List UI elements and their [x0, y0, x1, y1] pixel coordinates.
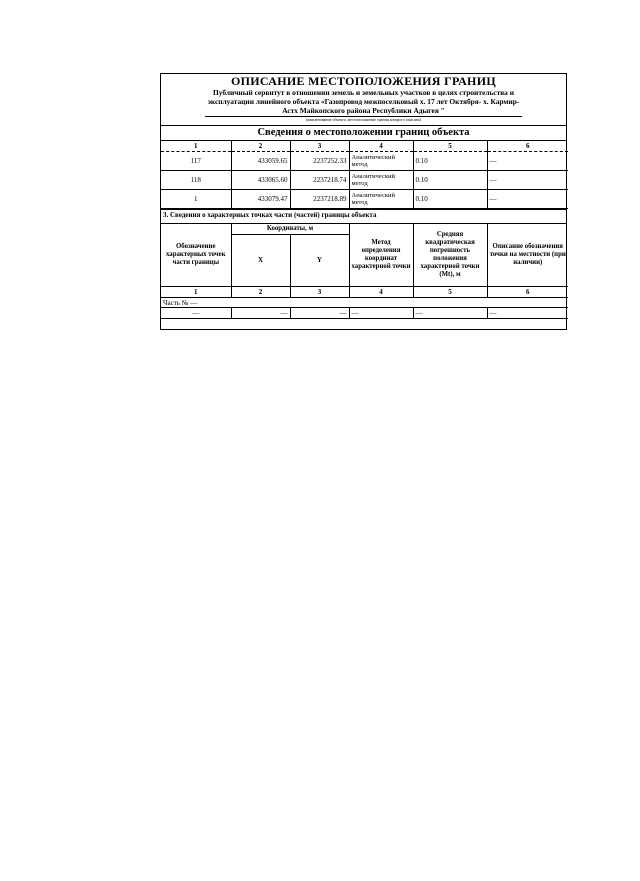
boundary-description-sheet [160, 73, 567, 330]
table-row [161, 152, 568, 171]
column-number: 4 [349, 141, 413, 152]
column-number-row [161, 287, 568, 298]
coord-x: 433065.60 [231, 171, 290, 190]
column-number-row [161, 141, 568, 152]
method: Аналитический метод [349, 152, 413, 171]
column-header-description: Описание обозначения точки на местности (при наличии) [487, 224, 568, 287]
column-number: 3 [290, 141, 349, 152]
section-3-title: 3. Сведения о характерных точках части (частей) границы объекта [161, 209, 566, 224]
dash-cell: — [413, 308, 487, 319]
point-description: — [487, 171, 568, 190]
accuracy: 0.10 [413, 171, 487, 190]
point-number: 118 [161, 171, 231, 190]
column-number: 2 [231, 141, 290, 152]
dash-cell: — [161, 308, 231, 319]
column-number: 1 [161, 141, 231, 152]
column-number: 6 [487, 287, 568, 298]
column-header-coordinates: Координаты, м [231, 224, 349, 235]
document-subtitle-line-2: эксплуатации линейного объекта «Газопровод межпоселковый х. 17 лет Октября- х. Кармир- [207, 97, 520, 106]
dash-cell: — [487, 308, 568, 319]
dash-cell: — [231, 308, 290, 319]
section-1-title: Сведения о местоположении границ объекта [161, 126, 566, 141]
boundary-points-table [161, 141, 568, 209]
column-header-accuracy: Средняя квадратическая погрешность положения характерной точки (Mt), м [413, 224, 487, 287]
column-number: 5 [413, 141, 487, 152]
part-boundary-points-table [161, 224, 568, 319]
column-header-designation: Обозначение характерных точек части границы [161, 224, 231, 287]
point-number: 117 [161, 152, 231, 171]
column-number: 6 [487, 141, 568, 152]
document-header [161, 74, 566, 126]
part-label: Часть № — [161, 298, 568, 308]
accuracy: 0.10 [413, 152, 487, 171]
column-header-x: X [231, 235, 290, 287]
table-row [161, 171, 568, 190]
document-subtitle-line-3: Астх Майкопского района Республики Адыгея " [282, 106, 445, 115]
coord-y: 2237218.74 [290, 171, 349, 190]
column-number: 1 [161, 287, 231, 298]
table-row [161, 308, 568, 319]
method: Аналитический метод [349, 171, 413, 190]
dash-cell: — [290, 308, 349, 319]
column-header-method: Метод определения координат характерной точки [349, 224, 413, 287]
column-number: 3 [290, 287, 349, 298]
method: Аналитический метод [349, 190, 413, 209]
point-description: — [487, 152, 568, 171]
document-subtitle-line-1: Публичный сервитут в отношении земель и земельных участков в целях строительства и [213, 88, 514, 97]
header-row [161, 224, 568, 235]
coord-y: 2237218.89 [290, 190, 349, 209]
point-description: — [487, 190, 568, 209]
column-number: 2 [231, 287, 290, 298]
column-header-y: Y [290, 235, 349, 287]
accuracy: 0.10 [413, 190, 487, 209]
point-number: 1 [161, 190, 231, 209]
column-number: 5 [413, 287, 487, 298]
document-title: ОПИСАНИЕ МЕСТОПОЛОЖЕНИЯ ГРАНИЦ [231, 74, 496, 88]
document-note: (наименование объекта, местоположение границ которого описано) [205, 116, 522, 123]
dash-cell: — [349, 308, 413, 319]
table-row [161, 190, 568, 209]
coord-y: 2237252.33 [290, 152, 349, 171]
coord-x: 433059.65 [231, 152, 290, 171]
coord-x: 433079.47 [231, 190, 290, 209]
column-number: 4 [349, 287, 413, 298]
part-row [161, 298, 568, 308]
